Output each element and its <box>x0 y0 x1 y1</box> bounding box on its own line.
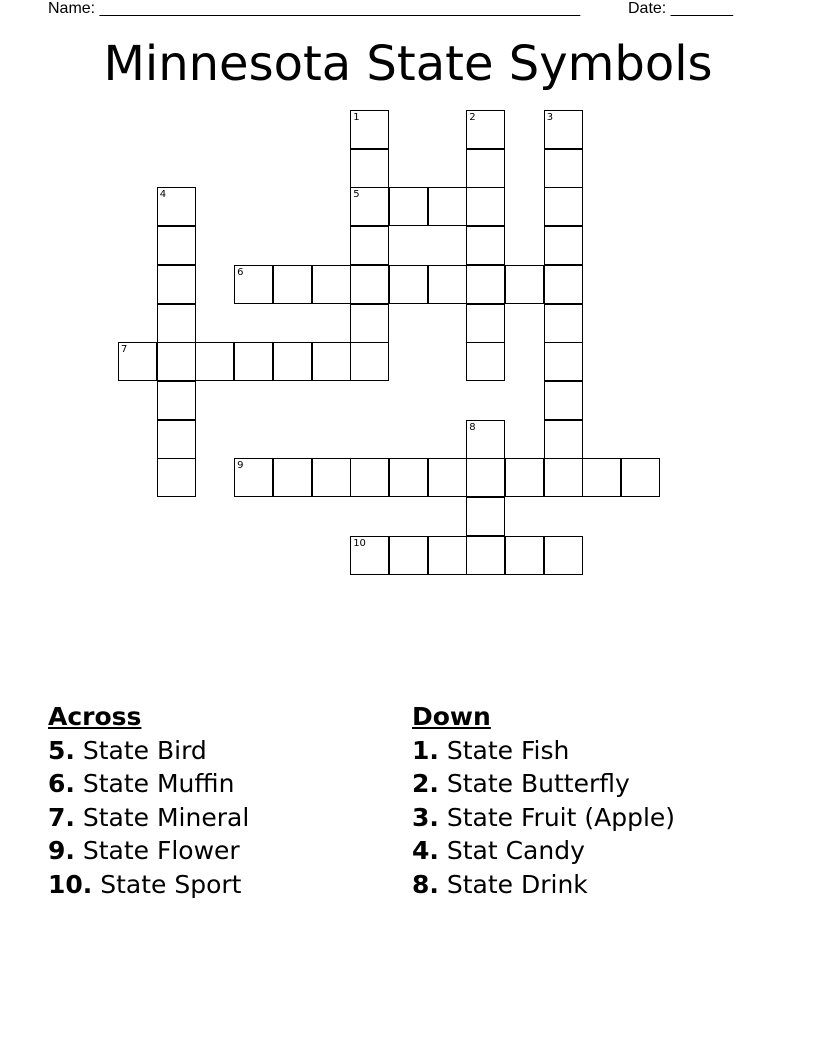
crossword-cell[interactable] <box>157 226 196 265</box>
crossword-cell[interactable] <box>157 458 196 497</box>
cell-number: 3 <box>546 112 554 123</box>
clue-item <box>412 868 675 902</box>
down-clues <box>412 700 675 902</box>
clue-item <box>48 801 249 835</box>
clue-number: 4. <box>412 836 439 866</box>
cell-number: 10 <box>353 537 366 549</box>
crossword-cell[interactable] <box>350 342 389 381</box>
crossword-cell[interactable] <box>544 226 583 265</box>
crossword-cell[interactable] <box>312 342 351 381</box>
cell-number: 8 <box>469 421 476 433</box>
crossword-cell[interactable] <box>544 536 583 575</box>
clue-text: State Butterfly <box>446 769 630 799</box>
crossword-cell[interactable] <box>234 265 273 304</box>
crossword-cell[interactable] <box>350 536 389 575</box>
clue-number: 2. <box>412 769 439 799</box>
crossword-cell[interactable] <box>273 342 312 381</box>
crossword-cell[interactable] <box>157 187 196 226</box>
crossword-cell[interactable] <box>350 265 389 304</box>
clue-text: State Fish <box>446 735 570 765</box>
crossword-cell[interactable] <box>157 342 196 381</box>
across-clue-list <box>48 734 249 902</box>
crossword-cell[interactable] <box>544 187 583 226</box>
clue-text: State Flower <box>82 836 240 866</box>
crossword-cell[interactable] <box>544 265 583 304</box>
across-clues <box>48 700 249 902</box>
crossword-cell[interactable] <box>466 458 505 497</box>
crossword-cell[interactable] <box>544 342 583 381</box>
crossword-cell[interactable] <box>157 381 196 420</box>
crossword-cell[interactable] <box>466 265 505 304</box>
crossword-cell[interactable] <box>157 265 196 304</box>
down-clue-list <box>412 734 675 902</box>
crossword-cell[interactable] <box>544 110 583 149</box>
cell-number: 1 <box>353 112 360 123</box>
clue-item <box>412 734 675 768</box>
crossword-cell[interactable] <box>195 342 234 381</box>
clue-item <box>412 767 675 801</box>
clue-item <box>412 834 675 868</box>
crossword-cell[interactable] <box>466 110 505 149</box>
clue-item <box>48 834 249 868</box>
page-title: Minnesota State Symbols <box>103 36 713 92</box>
crossword-cell[interactable] <box>428 187 467 226</box>
clue-item <box>48 734 249 768</box>
clue-item <box>48 868 249 902</box>
crossword-cell[interactable] <box>389 458 428 497</box>
crossword-cell[interactable] <box>350 304 389 343</box>
across-heading: Across <box>48 702 142 731</box>
crossword-cell[interactable] <box>350 226 389 265</box>
crossword-cell[interactable] <box>544 458 583 497</box>
clue-number: 7. <box>48 802 75 832</box>
crossword-cell[interactable] <box>157 420 196 459</box>
crossword-cell[interactable] <box>428 458 467 497</box>
clue-number: 10. <box>48 869 93 899</box>
clue-item <box>412 801 675 835</box>
down-heading: Down <box>412 702 491 731</box>
crossword-cell[interactable] <box>505 458 544 497</box>
crossword-cell[interactable] <box>466 149 505 188</box>
crossword-cell[interactable] <box>466 187 505 226</box>
crossword-cell[interactable] <box>544 304 583 343</box>
crossword-cell[interactable] <box>505 265 544 304</box>
crossword-cell[interactable] <box>466 497 505 536</box>
crossword-cell[interactable] <box>234 342 273 381</box>
crossword-cell[interactable] <box>544 420 583 459</box>
crossword-cell[interactable] <box>118 342 157 381</box>
clue-number: 6. <box>48 769 75 799</box>
cell-number: 6 <box>237 266 244 278</box>
crossword-cell[interactable] <box>350 458 389 497</box>
date-field-label[interactable]: Date: _______ <box>628 0 733 17</box>
cell-number: 7 <box>121 344 128 356</box>
clue-text: Stat Candy <box>446 836 585 866</box>
clue-text: State Muffin <box>82 769 235 799</box>
name-field-label[interactable]: Name: ______________________________________________________ <box>48 0 581 17</box>
crossword-cell[interactable] <box>350 149 389 188</box>
crossword-cell[interactable] <box>544 381 583 420</box>
crossword-cell[interactable] <box>428 536 467 575</box>
clue-number: 5. <box>48 735 75 765</box>
crossword-cell[interactable] <box>389 536 428 575</box>
crossword-cell[interactable] <box>312 265 351 304</box>
cell-number: 9 <box>237 460 244 472</box>
crossword-cell[interactable] <box>544 149 583 188</box>
clue-item <box>48 767 249 801</box>
crossword-cell[interactable] <box>428 265 467 304</box>
crossword-cell[interactable] <box>312 458 351 497</box>
clue-number: 3. <box>412 802 439 832</box>
clue-text: State Sport <box>100 869 242 899</box>
crossword-cell[interactable] <box>157 304 196 343</box>
cell-number: 5 <box>353 189 360 201</box>
crossword-cell[interactable] <box>466 536 505 575</box>
clue-text: State Fruit (Apple) <box>446 802 676 832</box>
crossword-cell[interactable] <box>350 187 389 226</box>
crossword-cell[interactable] <box>466 342 505 381</box>
clue-text: State Drink <box>446 869 588 899</box>
clue-text: State Mineral <box>82 802 250 832</box>
crossword-cell[interactable] <box>389 265 428 304</box>
crossword-cell[interactable] <box>273 265 312 304</box>
crossword-cell[interactable] <box>466 304 505 343</box>
cell-number: 4 <box>159 189 167 201</box>
crossword-cell[interactable] <box>505 536 544 575</box>
crossword-cell[interactable] <box>389 187 428 226</box>
clue-number: 9. <box>48 836 75 866</box>
cell-number: 2 <box>469 112 476 123</box>
crossword-cell[interactable] <box>350 110 389 149</box>
crossword-cell[interactable] <box>582 458 621 497</box>
clue-text: State Bird <box>82 735 207 765</box>
clue-number: 1. <box>412 735 439 765</box>
clue-number: 8. <box>412 869 439 899</box>
crossword-cell[interactable] <box>273 458 312 497</box>
crossword-cell[interactable] <box>466 226 505 265</box>
crossword-cell[interactable] <box>621 458 660 497</box>
crossword-cell[interactable] <box>466 420 505 459</box>
crossword-cell[interactable] <box>234 458 273 497</box>
